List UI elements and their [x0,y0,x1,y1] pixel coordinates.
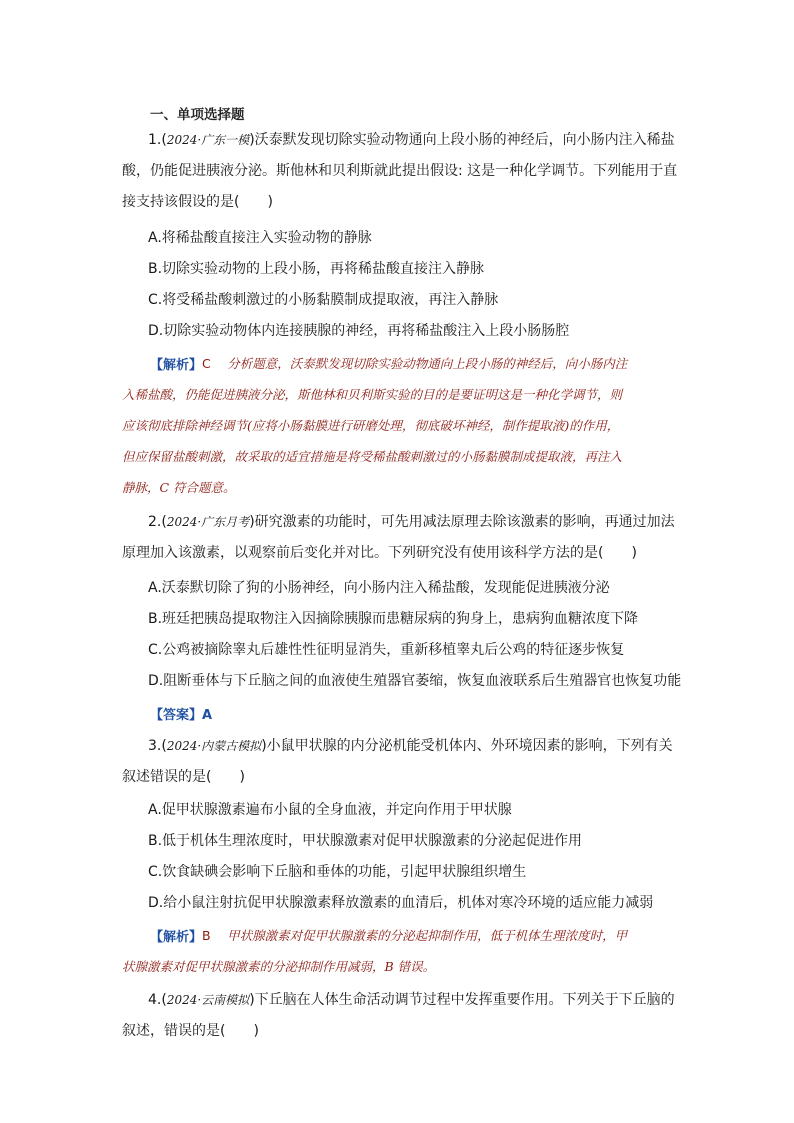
question-1-analysis-line-5: 静脉，C 符合题意。 [122,480,236,495]
question-4-source: 2024·云南模拟 [166,993,250,1007]
question-2-option-c: C.公鸡被摘除睾丸后雄性性征明显消失，重新移植睾丸后公鸡的特征逐步恢复 [148,642,625,658]
question-2-line-1: 2.(2024·广东月考)研究激素的功能时，可先用减法原理去除该激素的影响，再通过加法 [148,514,675,530]
question-3-analysis-line-1: B 甲状腺激素对促甲状腺激素的分泌起抑制作用，低于机体生理浓度时，甲 [202,928,628,943]
question-1-option-a: A.将稀盐酸直接注入实验动物的静脉 [148,230,372,246]
question-3-option-d: D.给小鼠注射抗促甲状腺激素释放激素的血清后，机体对寒冷环境的适应能力减弱 [148,895,654,911]
question-2-answer-tag: 【答案】A [150,708,213,723]
question-2-option-a: A.沃泰默切除了狗的小肠神经，向小肠内注入稀盐酸，发现能促进胰液分泌 [148,580,610,596]
question-1-analysis-tag: 【解析】 [150,358,203,373]
question-1-line-1: 1.(2024·广东一模)沃泰默发现切除实验动物通向上段小肠的神经后，向小肠内注入稀盐 [148,132,675,148]
question-1-analysis-line-2: 入稀盐酸，仍能促进胰液分泌，斯他林和贝利斯实验的目的是要证明这是一种化学调节，则 [122,387,623,402]
question-3-line-2: 叙述错误的是( ) [122,769,245,785]
question-1-source: 2024·广东一模 [166,133,250,147]
question-1-line-3: 接支持该假设的是( ) [122,194,273,210]
question-1-analysis-line-3: 应该彻底排除神经调节(应将小肠黏膜进行研磨处理，彻底破坏神经，制作提取液)的作用， [122,418,620,433]
question-2-answer: A [202,708,213,723]
question-4-line-2: 叙述，错误的是( ) [122,1023,259,1039]
question-1-analysis-line-1: C 分析题意，沃泰默发现切除实验动物通向上段小肠的神经后，向小肠内注 [202,356,628,371]
question-2-source: 2024·广东月考 [166,515,250,529]
question-2-option-b: B.班廷把胰岛提取物注入因摘除胰腺而患糖尿病的狗身上，患病狗血糖浓度下降 [148,611,639,627]
question-1-option-b: B.切除实验动物的上段小肠，再将稀盐酸直接注入静脉 [148,261,485,277]
question-3-analysis-line-2: 状腺激素对促甲状腺激素的分泌抑制作用减弱，B 错误。 [122,959,436,974]
question-2-option-d: D.阻断垂体与下丘脑之间的血液使生殖器官萎缩，恢复血液联系后生殖器官也恢复功能 [148,673,682,689]
question-1-option-d: D.切除实验动物体内连接胰腺的神经，再将稀盐酸注入上段小肠肠腔 [148,323,570,339]
question-1-analysis-line-4: 但应保留盐酸刺激，故采取的适宜措施是将受稀盐酸刺激过的小肠黏膜制成提取液，再注入 [122,449,623,464]
question-3-source: 2024·内蒙古模拟 [166,739,262,753]
question-3-line-1: 3.(2024·内蒙古模拟)小鼠甲状腺的内分泌机能受机体内、外环境因素的影响，下列有关 [148,738,673,754]
question-3-option-a: A.促甲状腺激素遍布小鼠的全身血液，并定向作用于甲状腺 [148,802,512,818]
question-3-option-c: C.饮食缺碘会影响下丘脑和垂体的功能，引起甲状腺组织增生 [148,864,527,880]
question-1-option-c: C.将受稀盐酸刺激过的小肠黏膜制成提取液，再注入静脉 [148,292,499,308]
question-2-line-2: 原理加入该激素，以观察前后变化并对比。下列研究没有使用该科学方法的是( ) [122,545,637,561]
question-1-line-2: 酸，仍能促进胰液分泌。斯他林和贝利斯就此提出假设: 这是一种化学调节。下列能用于直 [122,163,678,179]
question-4-line-1: 4.(2024·云南模拟)下丘脑在人体生命活动调节过程中发挥重要作用。下列关于下丘脑的 [148,992,675,1008]
question-3-option-b: B.低于机体生理浓度时，甲状腺激素对促甲状腺激素的分泌起促进作用 [148,833,583,849]
section-title: 一、单项选择题 [150,107,245,123]
question-3-analysis-tag: 【解析】 [150,930,203,945]
